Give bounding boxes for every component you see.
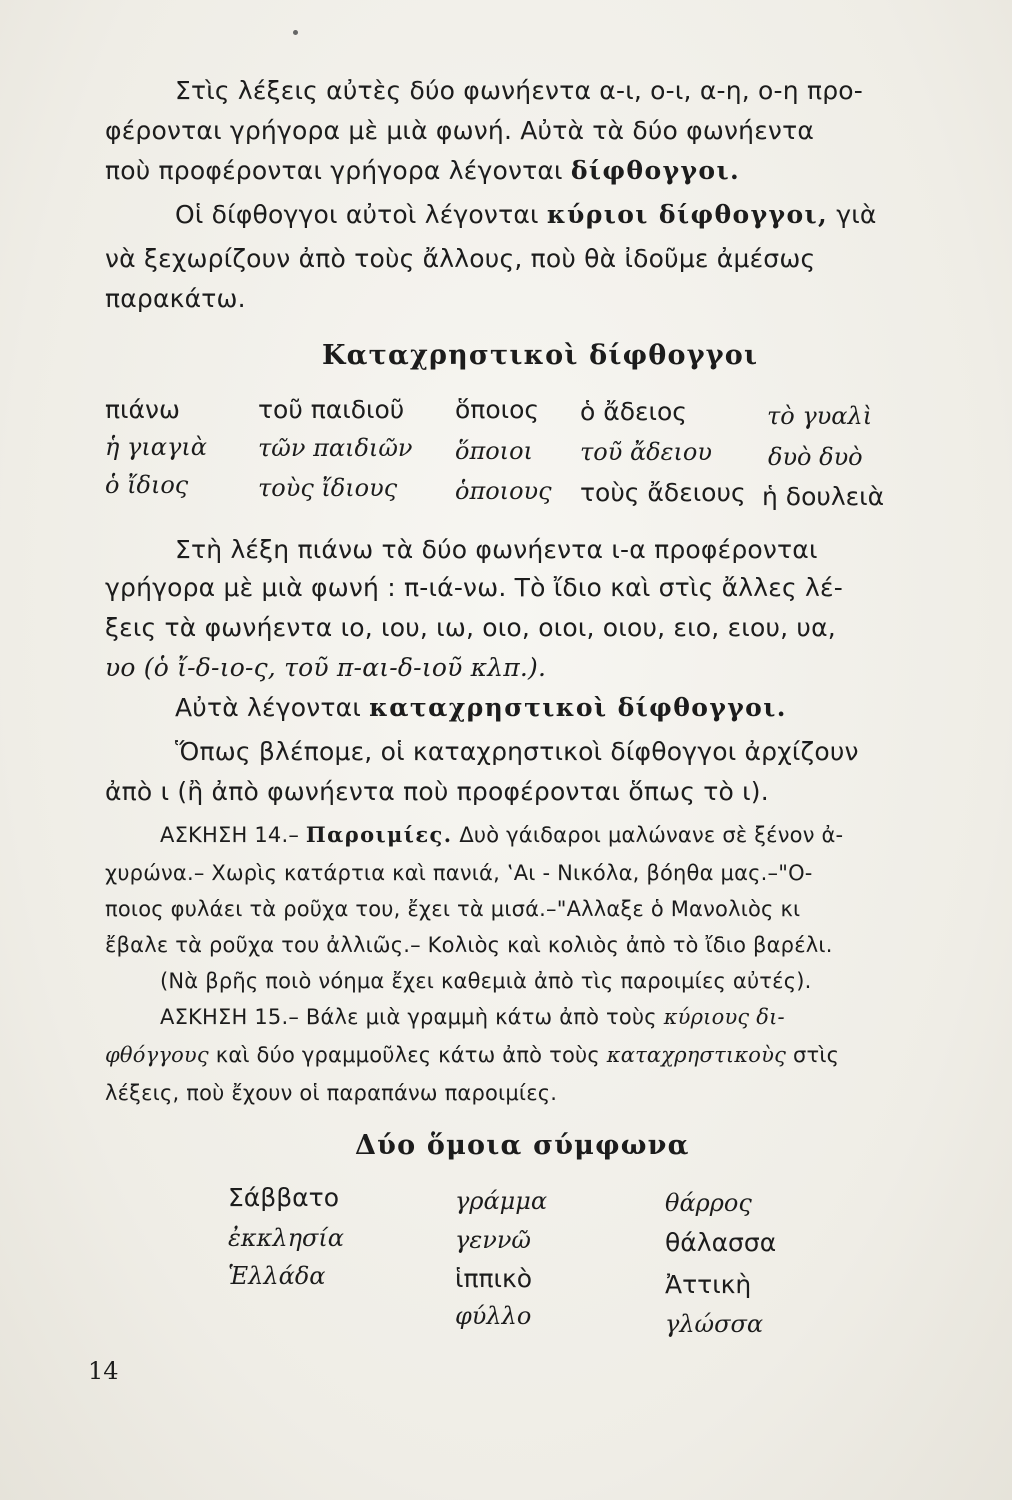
intro-line-4-end: γιὰ	[828, 200, 877, 229]
intro-line-2: φέρονται γρήγορα μὲ μιὰ φωνή. Αὐτὰ τὰ δύο φωνήεντα	[105, 116, 815, 145]
table1-r3-c5: ἡ δουλειὰ	[762, 482, 885, 511]
ink-speck	[293, 30, 298, 35]
table2-c1-r1: Σάββατο	[228, 1183, 340, 1212]
exercise14-line-4: ἔβαλε τὰ ροῦχα του ἀλλιῶς.– Κολιὸς καὶ κολιὸς ἀπὸ τὸ ἴδιο βαρέλι.	[105, 933, 833, 957]
table2-c2-r4: φύλλο	[455, 1302, 532, 1330]
intro-line-1: Στὶς λέξεις αὐτὲς δύο φωνήεντα α-ι, ο-ι, α-η, ο-η προ-	[175, 76, 863, 105]
exercise15-term-improper: καταχρηστικοὺς	[606, 1043, 787, 1067]
para2-line-5	[175, 693, 787, 723]
exercise15-line-2	[105, 1042, 839, 1068]
table1-r1-c5: τὸ γυαλὶ	[767, 402, 873, 430]
intro-line-4-text: Οἱ δίφθογγοι αὐτοὶ λέγονται	[175, 200, 547, 229]
exercise15-term-proper: κύριους δι-	[663, 1005, 785, 1029]
table2-c3-r4: γλώσσα	[665, 1310, 764, 1338]
exercise14-line-1-text: Δυὸ γάιδαροι μαλώνανε σὲ ξένον ἀ-	[452, 823, 844, 847]
exercise14-topic: Παροιμίες.	[305, 822, 453, 847]
table1-r2-c4: τοῦ ἄδειου	[580, 438, 712, 466]
table1-r1-c4: ὁ ἄδειος	[580, 397, 687, 426]
section-title-improper-diphthongs: Καταχρηστικοὶ δίφθογγοι	[322, 340, 759, 371]
exercise14-line-3: ποιος φυλάει τὰ ροῦχα του, ἔχει τὰ μισά.–"Αλλαξε ὁ Μανολιὸς κι	[105, 897, 801, 921]
para2-line-1: Στὴ λέξη πιάνω τὰ δύο φωνήεντα ι-α προφέρονται	[175, 535, 818, 564]
table1-r2-c3: ὅποιοι	[455, 437, 533, 465]
page-number: 14	[88, 1357, 119, 1385]
para2-line-7: ἀπὸ ι (ἢ ἀπὸ φωνήεντα ποὺ προφέρονται ὅπως τὸ ι).	[105, 777, 769, 806]
exercise15-line-3: λέξεις, ποὺ ἔχουν οἱ παραπάνω παροιμίες.	[105, 1081, 558, 1105]
para2-line-6: Ὅπως βλέπομε, οἱ καταχρηστικοὶ δίφθογγοι ἀρχίζουν	[175, 737, 859, 766]
table2-c2-r2: γεννῶ	[455, 1226, 531, 1254]
table1-r3-c2: τοὺς ἴδιους	[258, 474, 398, 502]
exercise14-line-1	[160, 822, 843, 848]
table2-c3-r3: Ἀττικὴ	[665, 1270, 752, 1299]
exercise14-label: ΑΣΚΗΣΗ 14.–	[160, 823, 306, 847]
para2-line-4: υο (ὁ ἴ-δ-ιο-ς, τοῦ π-αι-δ-ιοῦ κλπ.).	[105, 653, 547, 682]
section-title-double-consonants: Δύο ὅμοια σύμφωνα	[355, 1130, 690, 1161]
table1-r3-c4: τοὺς ἄδειους	[580, 478, 746, 507]
para2-line-2: γρήγορα μὲ μιὰ φωνή : π-ιά-νω. Τὸ ἴδιο καὶ στὶς ἄλλες λέ-	[105, 573, 843, 602]
intro-line-6: παρακάτω.	[105, 284, 246, 313]
table1-r3-c1: ὁ ἴδιος	[105, 471, 189, 499]
table2-c2-r3: ἱππικὸ	[455, 1264, 533, 1293]
exercise15-term-proper-end: φθόγγους	[105, 1043, 209, 1067]
intro-line-5: νὰ ξεχωρίζουν ἀπὸ τοὺς ἄλλους, ποὺ θὰ ἰδοῦμε ἀμέσως	[105, 244, 816, 273]
intro-line-3-text: ποὺ προφέρονται γρήγορα λέγονται	[105, 156, 571, 185]
table1-r3-c3: ὁποιους	[455, 477, 552, 505]
exercise15-line-2-end: στὶς	[786, 1043, 840, 1067]
table2-c3-r2: θάλασσα	[665, 1228, 777, 1257]
exercise14-line-5: (Νὰ βρῆς ποιὸ νόημα ἔχει καθεμιὰ ἀπὸ τὶς παροιμίες αὐτές).	[160, 969, 812, 993]
exercise14-line-2: χυρώνα.– Χωρὶς κατάρτια καὶ πανιά, ‛Αι - Νικόλα, βόηθα μας.–"Ο-	[105, 861, 813, 885]
exercise15-line-2-text: καὶ δύο γραμμοῦλες κάτω ἀπὸ τοὺς	[208, 1043, 607, 1067]
table1-r2-c5: δυὸ δυὸ	[768, 443, 863, 471]
table1-r1-c1: πιάνω	[105, 395, 180, 424]
para2-line-5-text: Αὐτὰ λέγονται	[175, 693, 370, 722]
table2-c3-r1: θάρρος	[665, 1189, 752, 1217]
intro-line-3	[105, 156, 740, 186]
table1-r2-c2: τῶν παιδιῶν	[258, 434, 413, 462]
table2-c2-r1: γράμμα	[455, 1187, 548, 1215]
table1-r1-c2: τοῦ παιδιοῦ	[258, 395, 405, 424]
table2-c1-r2: ἐκκλησία	[228, 1224, 344, 1252]
term-improper-diphthongs: καταχρηστικοὶ δίφθογγοι.	[369, 693, 787, 722]
table1-r2-c1: ἡ γιαγιὰ	[105, 433, 207, 461]
exercise15-line-1	[160, 1004, 785, 1030]
para2-line-3: ξεις τὰ φωνήεντα ιο, ιου, ιω, οιο, οιοι, οιου, ειο, ειου, υα,	[105, 613, 836, 642]
exercise15-label: ΑΣΚΗΣΗ 15.– Βάλε μιὰ γραμμὴ κάτω ἀπὸ τοὺς	[160, 1005, 664, 1029]
term-diphthongs: δίφθογγοι.	[570, 156, 741, 185]
term-proper-diphthongs: κύριοι δίφθογγοι,	[546, 200, 829, 229]
intro-line-4	[175, 200, 877, 230]
table2-c1-r3: Ἑλλάδα	[228, 1262, 326, 1290]
table1-r1-c3: ὅποιος	[455, 395, 540, 424]
